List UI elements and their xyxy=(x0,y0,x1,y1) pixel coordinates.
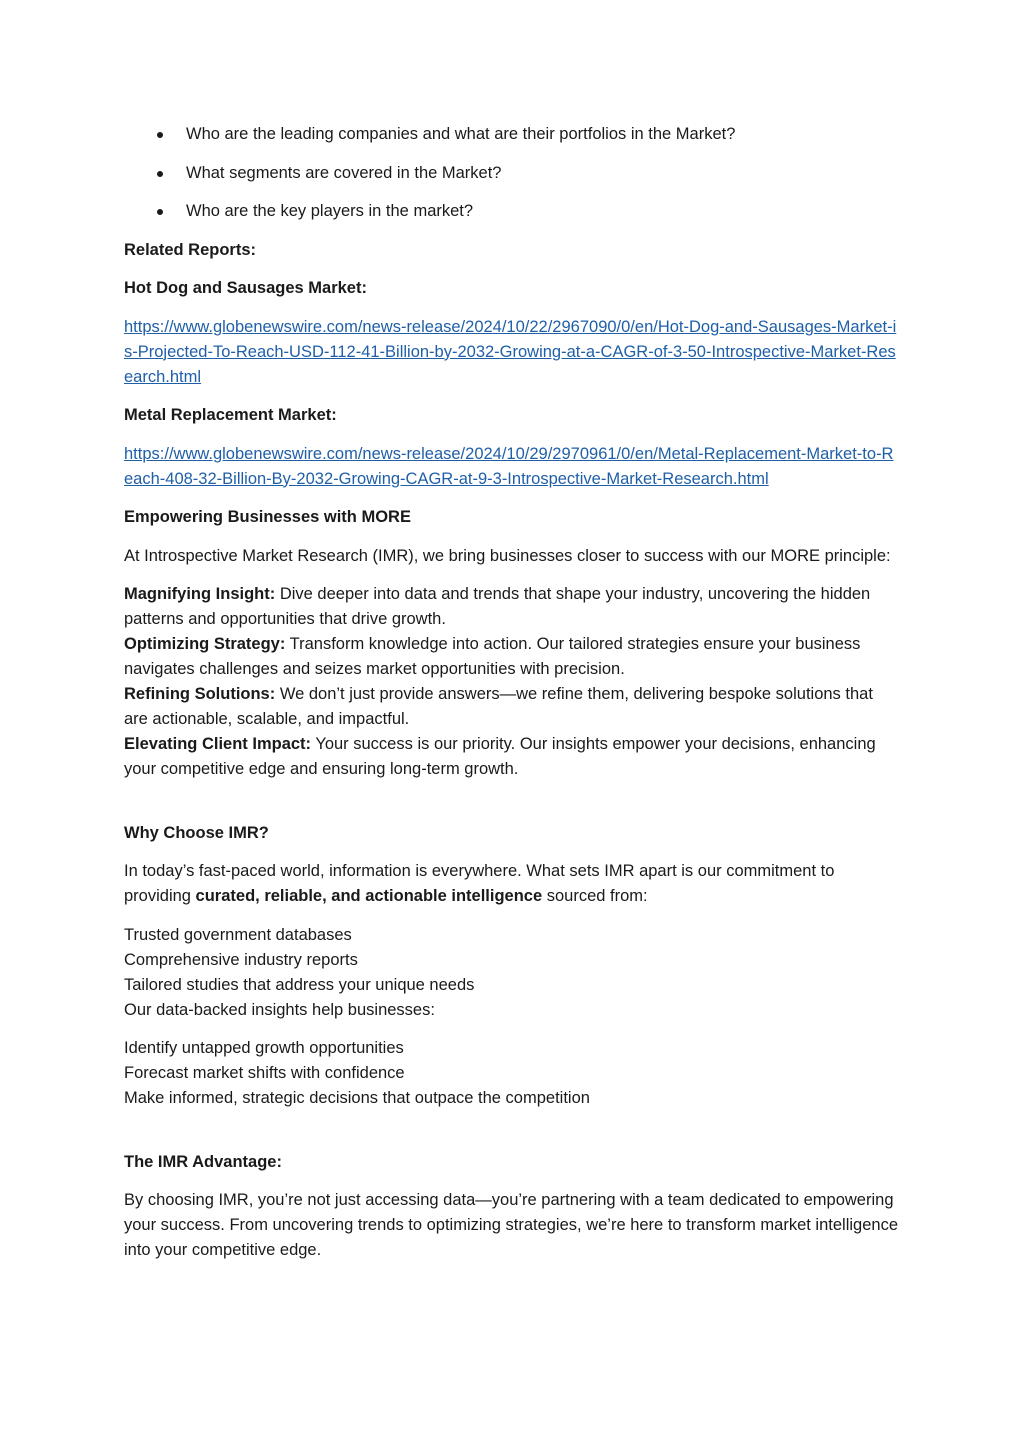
list-item: Forecast market shifts with confidence xyxy=(124,1064,405,1082)
report-title: Hot Dog and Sausages Market: xyxy=(124,279,367,297)
report-link[interactable]: https://www.globenewswire.com/news-release/2024/10/22/2967090/0/en/Hot-Dog-and-Sausages-Market-is-Projected-To-Reach-USD-112-41-Billion-by-2032-Growing-at-a-CAGR-of-3-50-Introspective-Market-Research.html xyxy=(124,317,897,386)
document-body xyxy=(124,122,900,1277)
why-heading: Why Choose IMR? xyxy=(124,823,269,842)
report-link[interactable]: https://www.globenewswire.com/news-release/2024/10/29/2970961/0/en/Metal-Replacement-Market-to-Reach-408-32-Billion-By-2032-Growing-CAGR-at-9-3-Introspective-Market-Research.html xyxy=(124,444,894,488)
list-item: Make informed, strategic decisions that outpace the competition xyxy=(124,1089,590,1107)
bullet-icon xyxy=(157,132,163,138)
spacer xyxy=(124,796,900,821)
principle-item: Elevating Client Impact: Your success is our priority. Our insights empower your decisions, enhancing your competitive edge and ensuring long-term growth. xyxy=(124,735,876,778)
why-intro: In today’s fast-paced world, information is everywhere. What sets IMR apart is our commitment to providing curated, reliable, and actionable intelligence sourced from: xyxy=(124,862,835,905)
list-item: What segments are covered in the Market? xyxy=(124,161,900,186)
advantage-heading: The IMR Advantage: xyxy=(124,1152,282,1171)
related-reports-heading: Related Reports: xyxy=(124,240,257,259)
list-item: Who are the key players in the market? xyxy=(124,199,900,224)
list-item: Who are the leading companies and what are their portfolios in the Market? xyxy=(124,122,900,147)
more-heading: Empowering Businesses with MORE xyxy=(124,508,411,526)
source-list xyxy=(124,923,900,1023)
more-intro: At Introspective Market Research (IMR), we bring businesses closer to success with our MORE principle: xyxy=(124,546,891,565)
principle-item: Magnifying Insight: Dive deeper into data and trends that shape your industry, uncovering the hidden patterns and opportunities that drive growth. xyxy=(124,585,871,628)
list-item: Tailored studies that address your unique needs xyxy=(124,975,475,994)
list-item: Comprehensive industry reports xyxy=(124,950,358,969)
benefit-list xyxy=(124,1036,900,1111)
question-list xyxy=(124,122,900,224)
spacer xyxy=(124,1125,900,1150)
report-title: Metal Replacement Market: xyxy=(124,406,337,424)
list-item: Our data-backed insights help businesses: xyxy=(124,1000,435,1019)
more-principles xyxy=(124,582,900,782)
principle-item: Optimizing Strategy: Transform knowledge into action. Our tailored strategies ensure your business navigates challenges and seizes market opportunities with precision. xyxy=(124,635,861,678)
bullet-icon xyxy=(157,171,163,177)
advantage-text: By choosing IMR, you’re not just accessing data—you’re partnering with a team dedicated to empowering your success. From uncovering trends to optimizing strategies, we’re here to transform market intelligence into your competitive edge. xyxy=(124,1191,898,1259)
list-item: Identify untapped growth opportunities xyxy=(124,1039,404,1057)
bullet-icon xyxy=(157,209,163,215)
principle-item: Refining Solutions: We don’t just provide answers—we refine them, delivering bespoke solutions that are actionable, scalable, and impactful. xyxy=(124,685,873,728)
list-item: Trusted government databases xyxy=(124,925,352,944)
